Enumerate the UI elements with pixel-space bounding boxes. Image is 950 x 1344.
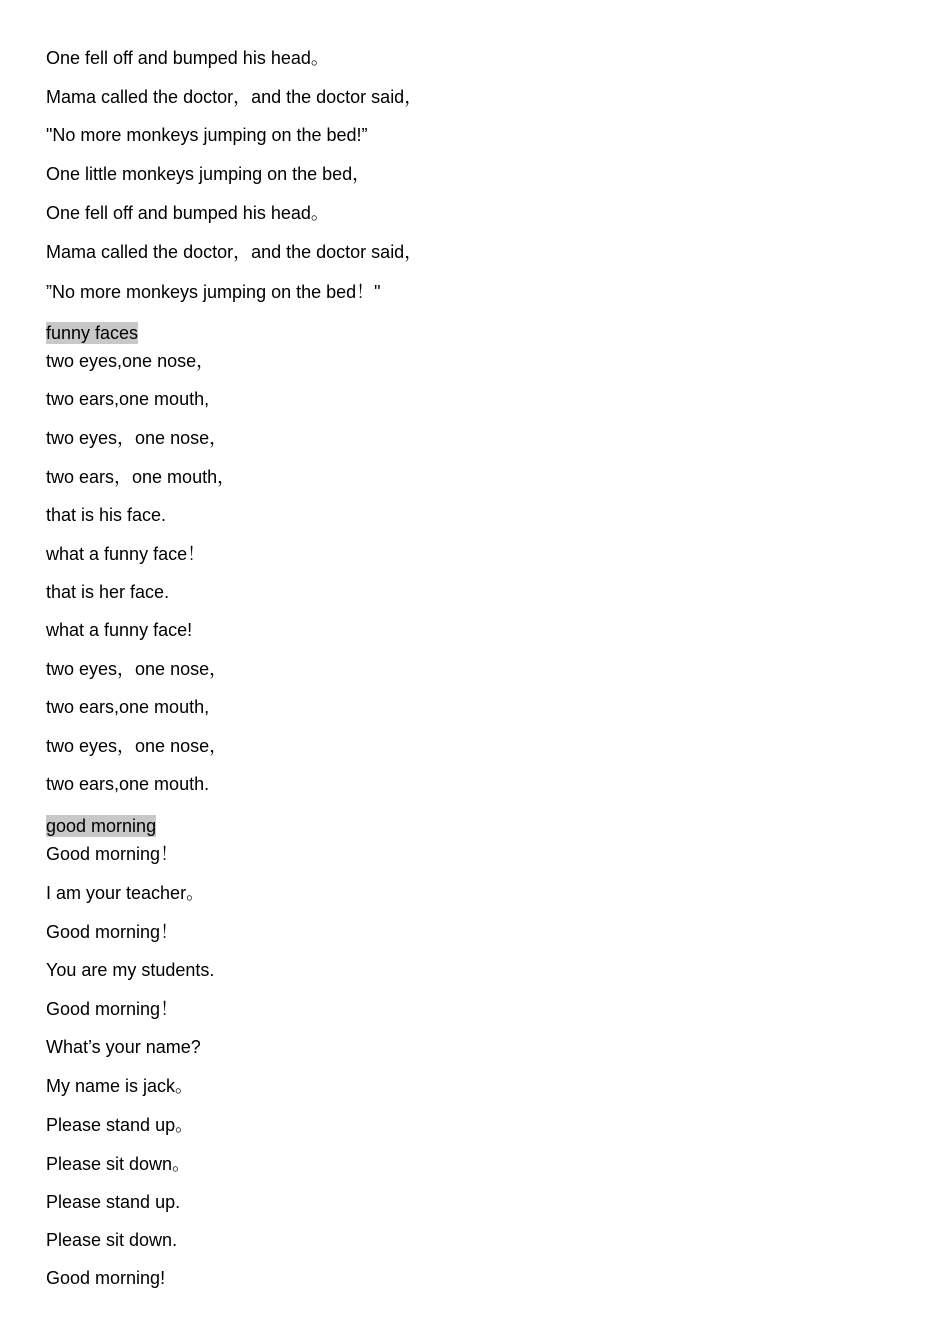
- rhyme-line: two ears,one mouth.: [46, 774, 210, 794]
- rhyme-line: What’s your name?: [46, 1037, 201, 1057]
- rhyme-line: what a funny face！: [46, 544, 206, 564]
- rhyme-line: two eyes,one nose，: [46, 351, 215, 371]
- rhyme-line: One fell off and bumped his head。: [46, 48, 329, 68]
- rhyme-line: You are my students.: [46, 960, 215, 980]
- rhyme-line: I am your teacher。: [46, 883, 205, 903]
- rhyme-line: two ears，one mouth，: [46, 467, 236, 487]
- rhyme-line: two eyes，one nose，: [46, 428, 228, 448]
- rhyme-line: My name is jack。: [46, 1076, 194, 1096]
- rhyme-line: Mama called the doctor，and the doctor said，: [46, 87, 423, 107]
- rhyme-line: Mama called the doctor，and the doctor said，: [46, 242, 423, 262]
- rhyme-line: that is her face.: [46, 582, 170, 602]
- rhyme-line: "No more monkeys jumping on the bed!”: [46, 125, 368, 145]
- rhyme-line: One fell off and bumped his head。: [46, 203, 329, 223]
- section-heading-funny-faces: funny faces: [46, 323, 139, 343]
- rhyme-line: that is his face.: [46, 505, 167, 525]
- rhyme-line: Good morning！: [46, 999, 179, 1019]
- rhyme-line: two ears,one mouth,: [46, 697, 210, 717]
- rhyme-line: two eyes，one nose，: [46, 659, 228, 679]
- rhyme-line: Good morning！: [46, 844, 179, 864]
- rhyme-line: what a funny face!: [46, 620, 193, 640]
- rhyme-line: Please stand up.: [46, 1192, 181, 1212]
- rhyme-line: One little monkeys jumping on the bed，: [46, 164, 371, 184]
- rhyme-line: two eyes，one nose，: [46, 736, 228, 756]
- rhyme-line: Please sit down.: [46, 1230, 178, 1250]
- rhyme-line: Good morning!: [46, 1268, 166, 1288]
- rhyme-line: two ears,one mouth,: [46, 389, 210, 409]
- rhyme-line: Please sit down。: [46, 1154, 191, 1174]
- rhyme-line: Good morning！: [46, 922, 179, 942]
- rhyme-line: ”No more monkeys jumping on the bed！": [46, 282, 381, 302]
- section-heading-good-morning: good morning: [46, 816, 157, 836]
- rhyme-line: Please stand up。: [46, 1115, 194, 1135]
